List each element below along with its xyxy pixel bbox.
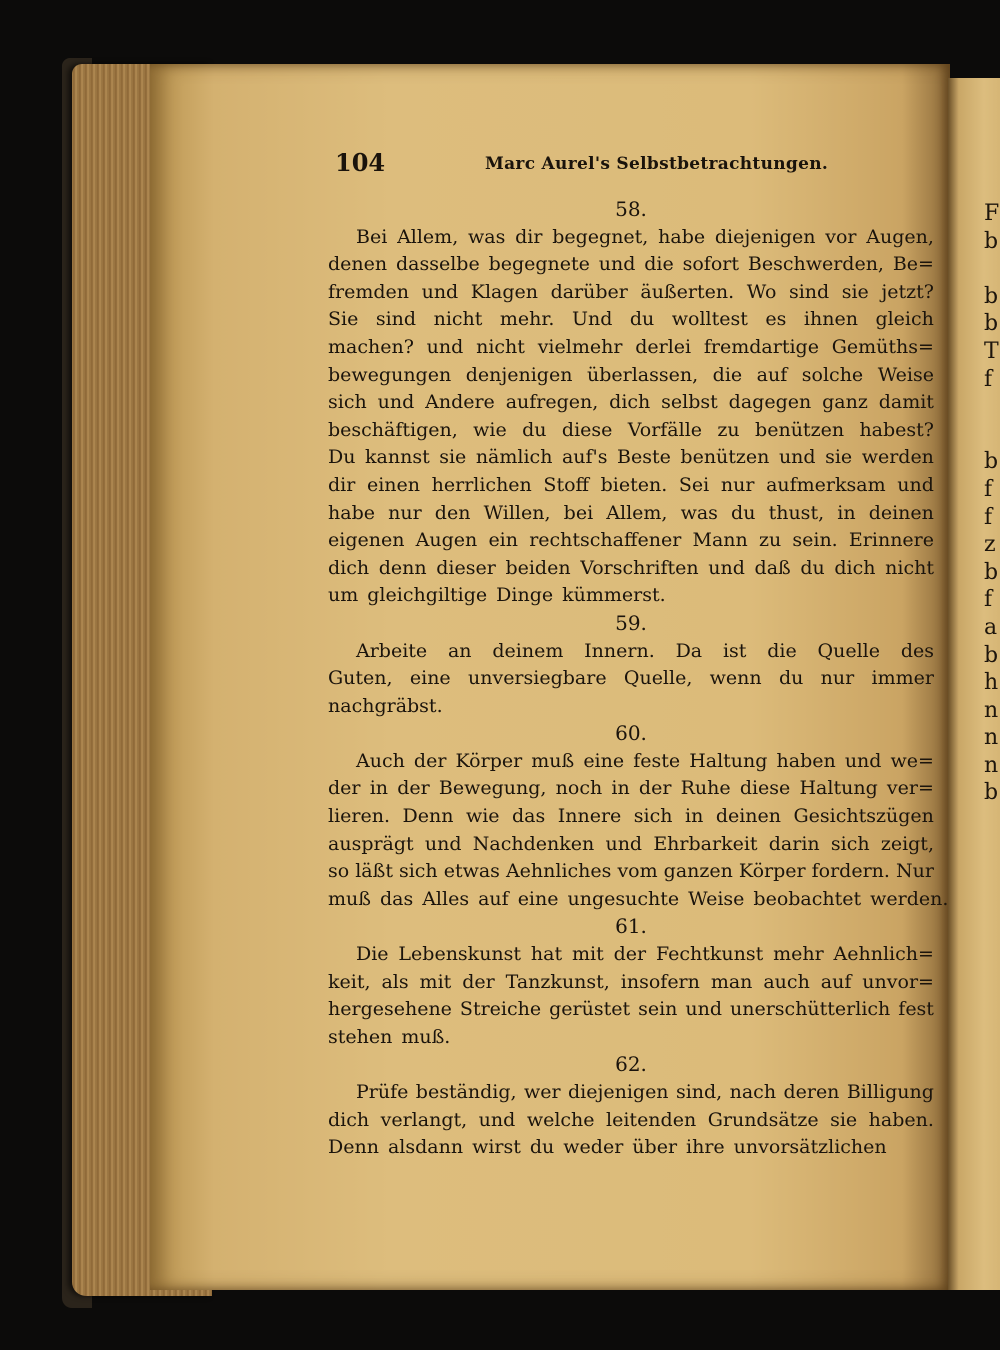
text-line: fremden und Klagen darüber äußerten. Wo sind sie jetzt? [328, 280, 934, 303]
text-line: Arbeite an deinem Innern. Da ist die Quelle des [356, 639, 934, 662]
text-line: dir einen herrlichen Stoff bieten. Sei nur aufmerksam und [328, 473, 934, 496]
page-body [328, 196, 949, 1162]
text-line: so läßt sich etwas Aehnliches vom ganzen Körper fordern. Nur [328, 860, 934, 883]
text-line: Sie sind nicht mehr. Und du wolltest es ihnen gleich [328, 308, 934, 331]
section-number: 62. [615, 1052, 647, 1077]
section [328, 913, 934, 1051]
text-line: nachgräbst. [328, 694, 443, 717]
section-number: 60. [615, 721, 647, 746]
text-line: eigenen Augen ein rechtschaffener Mann zu sein. Erinnere [328, 529, 934, 552]
section-number: 61. [615, 914, 647, 939]
page-number: 104 [335, 148, 386, 177]
section [328, 1051, 934, 1161]
text-line: Die Lebenskunst hat mit der Fechtkunst mehr Aehnlich= [356, 943, 934, 966]
section [328, 196, 934, 610]
section-number: 59. [615, 610, 647, 635]
running-title: Marc Aurel's Selbstbetrachtungen. [485, 154, 829, 174]
text-line: habe nur den Willen, bei Allem, was du thust, in deinen [328, 501, 934, 524]
text-line: Du kannst sie nämlich auf's Beste benützen und sie werden [328, 446, 934, 469]
section [328, 610, 934, 720]
section [328, 720, 949, 913]
text-line: stehen muß. [328, 1025, 451, 1048]
text-line: Prüfe beständig, wer diejenigen sind, nach deren Billigung [356, 1081, 934, 1103]
text-line: bewegungen denjenigen überlassen, die auf solche Weise [328, 363, 934, 386]
text-line: der in der Bewegung, noch in der Ruhe diese Haltung ver= [328, 777, 934, 800]
text-line: sich und Andere aufregen, dich selbst dagegen ganz damit [328, 391, 934, 414]
text-line: dich denn dieser beiden Vorschriften und daß du dich nicht [328, 556, 934, 579]
text-line: muß das Alles auf eine ungesuchte Weise beobachtet werden. [328, 887, 949, 910]
text-line: dich verlangt, und welche leitenden Grundsätze sie haben. [328, 1108, 934, 1131]
section-number: 58. [615, 197, 647, 221]
text-line: Guten, eine unversiegbare Quelle, wenn du nur immer [328, 667, 934, 690]
text-line: Bei Allem, was dir begegnet, habe diejenigen vor Augen, [356, 225, 934, 248]
text-line: ausprägt und Nachdenken und Ehrbarkeit darin sich zeigt, [328, 832, 934, 855]
text-line: lieren. Denn wie das Innere sich in deinen Gesichtszügen [328, 805, 934, 828]
text-line: um gleichgiltige Dinge kümmerst. [328, 584, 666, 607]
text-line: Auch der Körper muß eine feste Haltung haben und we= [356, 749, 934, 772]
text-line: hergesehene Streiche gerüstet sein und unerschütterlich fest [328, 998, 934, 1021]
facing-page-text-fragments: F b b b T f b f f z b f a b h n n n b [984, 201, 1000, 806]
text-line: beschäftigen, wie du diese Vorfälle zu benützen habest? [328, 418, 934, 441]
text-line: machen? und nicht vielmehr derlei fremdartige Gemüths= [328, 335, 934, 358]
text-line: denen dasselbe begegnete und die sofort Beschwerden, Be= [328, 253, 934, 276]
text-line: Denn alsdann wirst du weder über ihre unvorsätzlichen [328, 1136, 887, 1159]
page-header [335, 148, 935, 184]
text-line: keit, als mit der Tanzkunst, insofern man auch auf unvor= [328, 970, 934, 993]
